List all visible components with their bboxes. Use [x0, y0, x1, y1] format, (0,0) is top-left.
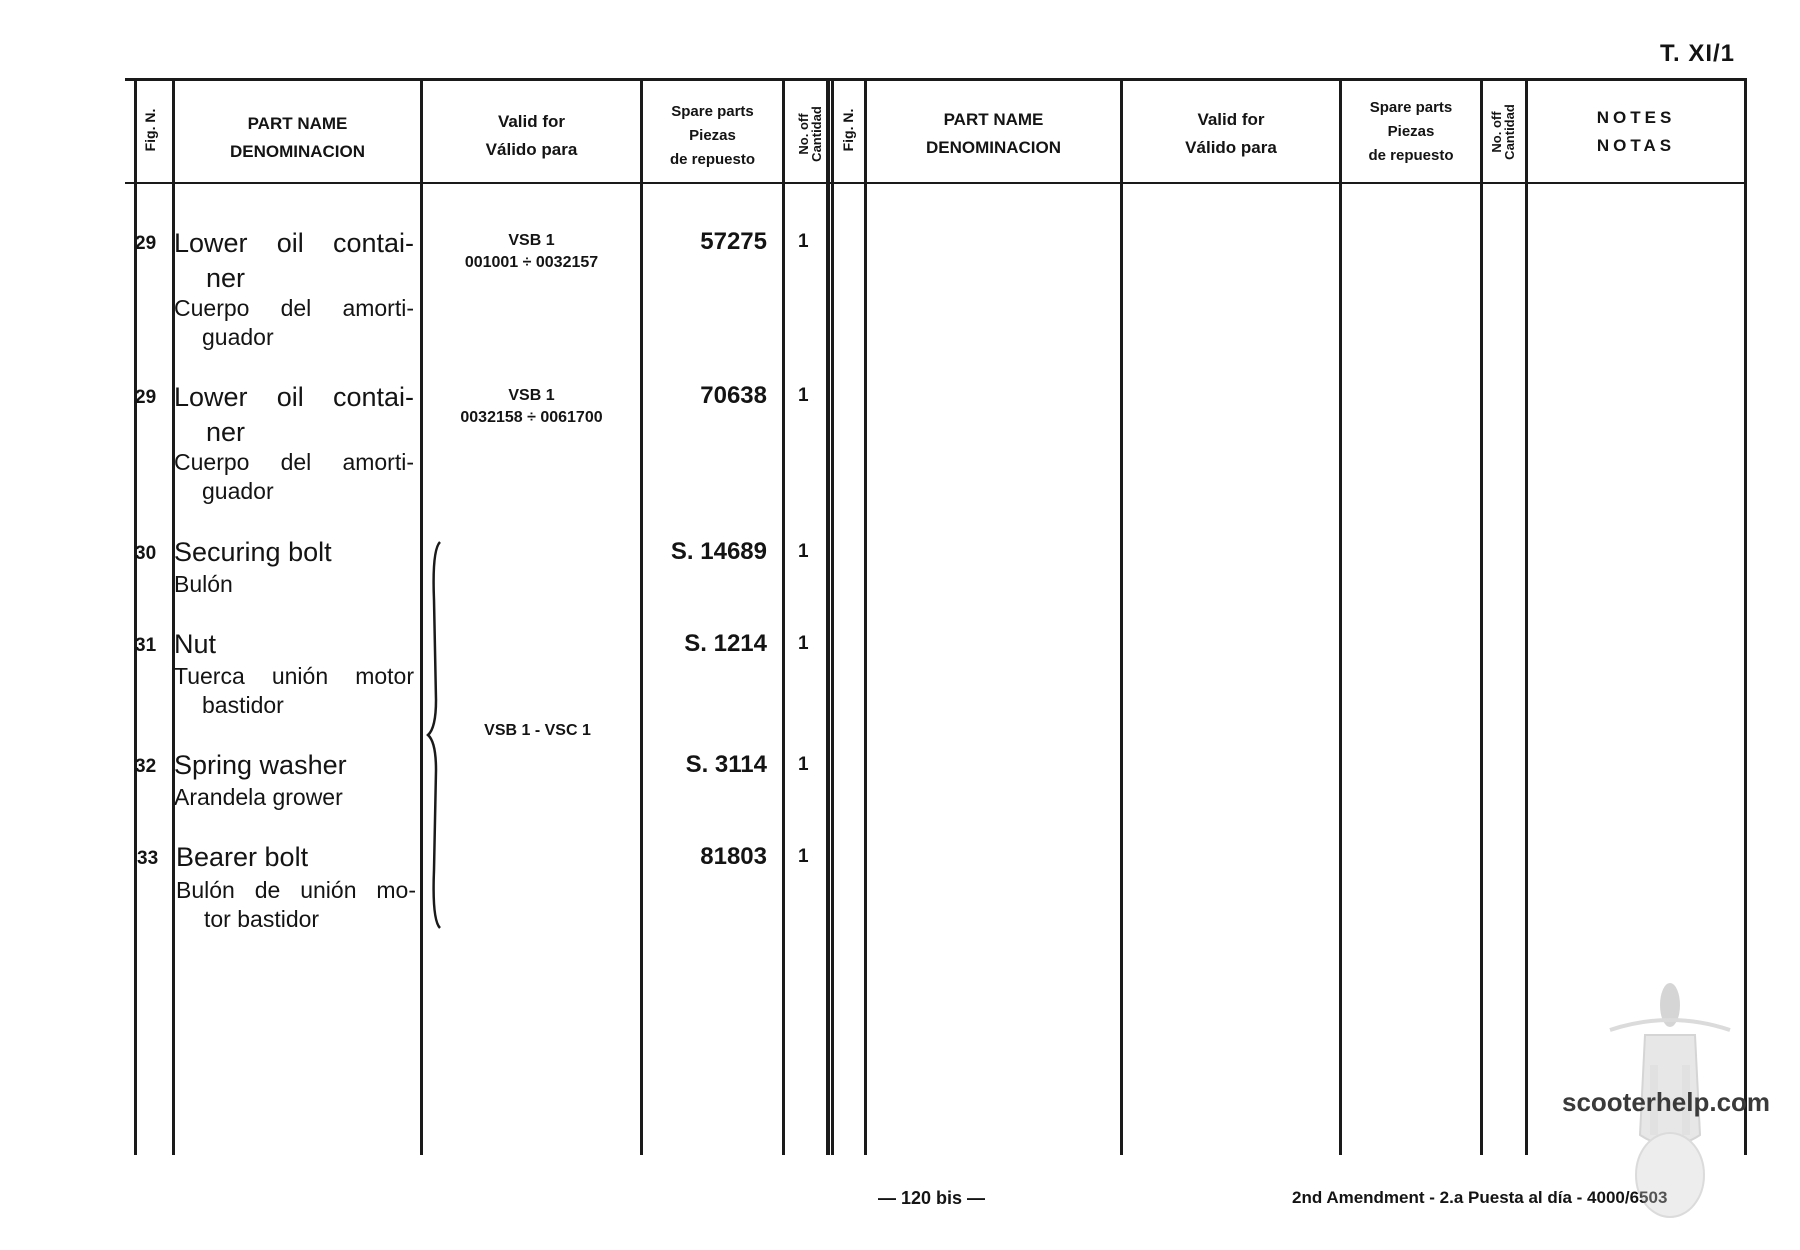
watermark-text: scooterhelp.com	[1562, 1087, 1771, 1117]
part-name-es: Cuerpo del amorti- guador	[174, 295, 414, 350]
part-name-en: Spring washer	[174, 750, 347, 780]
grouping-brace	[426, 540, 456, 930]
header-part-name-left: PART NAME DENOMINACION	[229, 114, 366, 161]
valid-for: VSB 1 001001 ÷ 0032157	[464, 232, 599, 271]
col-divider	[864, 81, 867, 1155]
col-divider	[1339, 81, 1342, 1155]
col-divider	[1525, 81, 1528, 1155]
part-name-en: Securing bolt	[174, 537, 332, 567]
group-valid-for: VSB 1 - VSC 1	[484, 722, 591, 739]
spare-part-number: S. 3114	[685, 751, 767, 778]
part-name-es: Bulón	[174, 571, 233, 597]
header-qty-left: No. off Cantidad	[796, 106, 824, 162]
quantity: 1	[798, 541, 809, 562]
quantity: 1	[798, 633, 809, 654]
fig-number: 33	[137, 848, 159, 869]
amendment-note: 2nd Amendment - 2.a Puesta al día - 4000/6503	[1292, 1188, 1668, 1207]
header-notes: NOTES NOTAS	[1596, 108, 1676, 155]
header-qty-right: No. off Cantidad	[1489, 104, 1517, 160]
fig-number: 30	[135, 543, 157, 564]
valid-for: VSB 1 0032158 ÷ 0061700	[460, 387, 603, 426]
table-top-rule	[125, 78, 1747, 81]
quantity: 1	[798, 231, 809, 252]
part-name-en: Lower oil contai- ner	[174, 228, 414, 293]
part-name-es: Cuerpo del amorti- guador	[174, 449, 414, 504]
col-divider	[831, 81, 834, 1155]
spare-part-number: S. 14689	[670, 538, 767, 565]
header-fig-right: Fig. N.	[840, 108, 856, 152]
part-name-en: Nut	[174, 629, 217, 659]
col-divider	[1120, 81, 1123, 1155]
header-spare-left: Spare parts Piezas de repuesto	[669, 103, 756, 168]
header-valid-right: Valid for Válido para	[1185, 110, 1277, 157]
spare-part-number: 57275	[700, 228, 767, 255]
part-name-en: Bearer bolt	[176, 842, 309, 872]
spare-part-number: S. 1214	[684, 630, 767, 657]
table-header-rule	[125, 182, 1747, 184]
fig-number: 32	[135, 756, 157, 777]
sheet-code: T. XI/1	[1660, 40, 1736, 67]
part-name-es: Bulón de unión mo- tor bastidor	[176, 877, 416, 932]
col-divider	[782, 81, 785, 1155]
header-valid-left: Valid for Válido para	[485, 112, 578, 159]
part-name-es: Tuerca unión motor bastidor	[174, 663, 414, 718]
spare-part-number: 70638	[700, 382, 767, 409]
header-spare-right: Spare parts Piezas de repuesto	[1368, 99, 1454, 164]
header-fig-left: Fig. N.	[142, 108, 158, 152]
part-name-en: Lower oil contai- ner	[174, 382, 414, 447]
fig-number: 29	[135, 233, 157, 254]
part-name-es: Arandela grower	[174, 784, 343, 810]
header-part-name-right: PART NAME DENOMINACION	[925, 110, 1062, 157]
quantity: 1	[798, 846, 809, 867]
spare-part-number: 81803	[700, 843, 767, 870]
page-number: — 120 bis —	[878, 1188, 986, 1208]
col-divider	[1480, 81, 1483, 1155]
quantity: 1	[798, 754, 809, 775]
quantity: 1	[798, 385, 809, 406]
fig-number: 31	[135, 635, 157, 656]
fig-number: 29	[135, 387, 157, 408]
col-divider	[826, 81, 830, 1155]
